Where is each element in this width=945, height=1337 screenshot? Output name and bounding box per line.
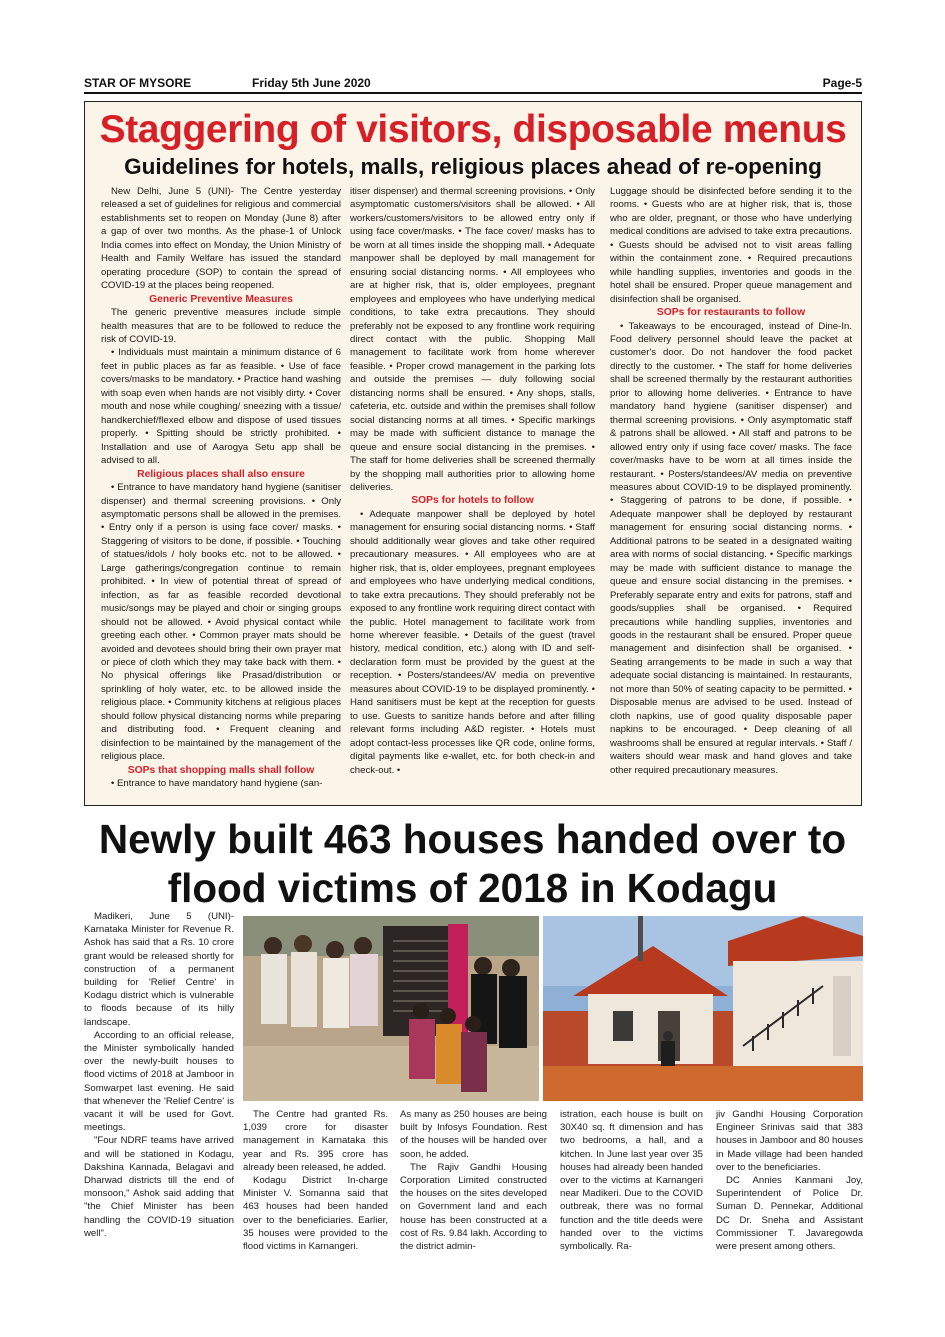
kodagu-article-headline: Newly built 463 houses handed over to flood victims of 2018 in Kodagu [98, 816, 847, 911]
paragraph: istration, each house is built on 30X40 sq. ft dimension and has two bedrooms, a hall, and a kitchen. In June last year over 35 houses had already been handed over to the victims at Karnangeri near Madikeri. Due to the COVID outbreak, there was no formal function and the title deeds were handed over to the victims symbolically. Ra- [560, 1109, 703, 1253]
paragraph: Madikeri, June 5 (UNI)- Karnataka Minister for Revenue R. Ashok has said that a Rs. 10 crore grant would be released shortly for construction of a permanent building for 'Relief Centre' in Kodagu district which is vulnerable to floods because of its hilly landscape. [84, 911, 234, 1028]
paragraph: • Takeaways to be encouraged, instead of Dine-In. Food delivery personnel should leave the packet at customer's door. Do not handover the food packet directly to the customer. • The staff for home deliveries shall be screened thermally by the restaurant authorities prior to allowing home deliveries. • Entrance to have mandatory hand hygiene (sanitiser dispenser) and thermal screening provisions. • Only asymptomatic staff & patrons shall be allowed. • All staff and patrons to be allowed entry only if using face cover/ masks. The face cover/masks have to be worn at all times inside the restaurant. • Posters/standees/AV media on preventive measures about COVID-19 to be displayed prominently. • Staggering of patrons to be done, if possible. • Adequate manpower shall be deployed by restaurant management for ensuring social distancing norms. • Additional patrons to be seated in a designated waiting area with norms of social distancing. • Specific markings may be made with sufficient distance to manage the queue and ensure social distancing in the premises. • Preferably separate entry and exits for patrons, staff and goods/supplies shall be organised. • Required precautions while handling supplies, inventories and goods in the restaurant shall be ensured. Proper queue management and disinfection shall be organised. • Seating arrangements to be made in such a way that adequate social distancing is maintained. In restaurants, not more than 50% of seating capacity to be permitted. • Disposable menus are advised to be used. Instead of cloth napkins, use of good quality disposable paper napkins to be encouraged. • Deep cleaning of all washrooms shall be ensured at regular intervals. • Staff / waiters should wear mask and hand gloves and take other required precautionary measures. [610, 320, 852, 776]
paragraph: The Centre had granted Rs. 1,039 crore for disaster management in Karnataka this year and Rs. 395 crore has already been released, he added. [243, 1109, 388, 1173]
paragraph: Kodagu District In-charge Minister V. Somanna said that 463 houses had been handed over to the beneficiaries. Earlier, 35 houses were provided to the flood victims in Karnangeri. [243, 1175, 388, 1253]
paragraph: The generic preventive measures include simple health measures that are to be followed to reduce the risk of COVID-19. [101, 307, 341, 346]
kodagu-column-4 [560, 1108, 703, 1253]
ceremony-photo [243, 916, 539, 1101]
page-number: Page-5 [822, 76, 862, 90]
paragraph: itiser dispenser) and thermal screening provisions. • Only asymptomatic customers/visitors shall be allowed. • All workers/customers/visitors to be allowed entry only if using face cover/masks. • The face cover/ masks has to be worn at all times inside the shopping mall. • Adequate manpower shall be deployed by mall management for ensuring social distancing norms. • All employees who are at higher risk, that is, older employees, pregnant employees and employees who have underlying medical conditions, to take extra precautions. They should preferably not be exposed to any frontline work requiring direct contact with the public. Shopping Mall management to facilitate work from home wherever feasible. • Proper crowd management in the parking lots and outside the premises — duly following social distancing norms shall be ensured. • Any shops, stalls, cafeteria, etc. outside and within the premises shall follow social distancing norms at all times. • Specific markings may be made with sufficient distance to manage the queue and ensure social distancing in the premises. • The staff for home deliveries shall be screened thermally by the shopping mall authorities prior to allowing home deliveries. [350, 186, 595, 493]
article-column-1 [101, 185, 341, 791]
paragraph: Luggage should be disinfected before sending it to the rooms. • Guests who are at higher risk, that is, those who are older, pregnant, or those who have underlying medical conditions are advised to take extra precautions. • Guests should be advised not to visit areas falling within the containment zone. • Required precautions while handling supplies, inventories and goods in the hotel shall be ensured. Proper queue management and disinfection shall be organised. [610, 186, 852, 305]
kodagu-column-2 [243, 1108, 388, 1253]
paragraph: "Four NDRF teams have arrived and will be stationed in Kodagu, Dakshina Kannada, Belagavi and Dharwad districts till the end of monsoon," Ashok said adding that "the Chief Minister has been handling the COVID-19 situation well". [84, 1135, 234, 1239]
section-heading: SOPs for restaurants to follow [656, 307, 806, 319]
article-column-3 [610, 185, 852, 777]
paragraph: • Adequate manpower shall be deployed by hotel management for ensuring social distancing norms. • Staff should additionally wear gloves and take other required precautionary measures. • All employees who are at higher risk, that is, older employees, pregnant employees and employees who have underlying medical conditions, to take extra precautions. They should preferably not be exposed to any frontline work requiring direct contact with the public. Hotel management to facilitate work from home wherever feasible. • Details of the guest (travel history, medical condition, etc.) along with ID and self-declaration form must be provided by the guest at the reception. • Posters/standees/AV media on preventive measures about COVID-19 to be displayed prominently. • Hand sanitisers must be kept at the reception for guests to use. Guests to sanitize hands before and after filling relevant forms including A&D register. • Hotels must adopt contact-less processes like QR code, online forms, digital payments like e-wallet, etc. for both check-in and check-out. • [350, 508, 595, 776]
masthead-rule [84, 92, 862, 94]
paragraph: As many as 250 houses are being built by Infosys Foundation. Rest of the houses will be handed over soon, he added. [400, 1109, 547, 1160]
houses-photo [543, 916, 863, 1101]
masthead [84, 76, 862, 92]
section-heading: Generic Preventive Measures [149, 293, 293, 305]
ceremony-photo-illustration [243, 916, 539, 1101]
paragraph: jiv Gandhi Housing Corporation Engineer Srinivas said that 383 houses in Jamboor and 80 houses in Made village had been handed over to the beneficiaries. [716, 1109, 863, 1173]
kodagu-column-3 [400, 1108, 547, 1253]
kodagu-column-5 [716, 1108, 863, 1253]
kodagu-column-1 [84, 910, 234, 1240]
paragraph: The Rajiv Gandhi Housing Corporation Limited constructed the houses on the sites developed on Government land and each house has been constructed at a cost of Rs. 9.84 lakh. According to the district admin- [400, 1161, 547, 1253]
houses-photo-illustration [543, 916, 863, 1101]
paragraph: • Entrance to have mandatory hand hygiene (san- [111, 778, 323, 790]
paragraph: According to an official release, the Minister symbolically handed over the newly-built houses to flood victims of 2018 at Jamboor in Somwarpet last evening. He said that whenever the 'Relief Centre' is vacant it will be used for Govt. meetings. [84, 1029, 234, 1134]
article-headline: Staggering of visitors, disposable menus [99, 108, 847, 151]
section-heading: Religious places shall also ensure [137, 468, 305, 480]
paragraph: New Delhi, June 5 (UNI)- The Centre yesterday released a set of guidelines for religious and commercial establishments set to reopen on Monday (June 8) after a gap of over two months. As the phase-1 of Unlock India comes into effect on Monday, the Union Ministry of Health and Family Welfare has issued the standard operating procedure (SOP) to contain the spread of COVID-19 at the places being reopened. [101, 186, 341, 292]
section-heading: SOPs for hotels to follow [411, 495, 534, 507]
section-heading: SOPs that shopping malls shall follow [127, 764, 315, 776]
publication-name: STAR OF MYSORE [84, 76, 192, 90]
paragraph: • Entrance to have mandatory hand hygiene (sanitiser dispenser) and thermal screening provisions. • Only asymptomatic persons shall be allowed in the premises. • Entry only if a person is using face cover/ masks. • Staggering of visitors to be done, if possible. • Touching of statues/idols / holy books etc. not to be allowed. • Large gatherings/congregation continue to remain prohibited. • In view of potential threat of spread of infection, as far as feasible recorded devotional music/songs may be played and choir or singing groups should not be allowed. • Avoid physical contact while greeting each other. • Common prayer mats should be avoided and devotees should bring their own prayer mat or piece of cloth which they may take back with them. • No physical offerings like Prasad/distribution or sprinkling of holy water, etc. to be allowed inside the religious place. • Community kitchens at religious places should follow physical distancing norms while preparing and distributing food. • Frequent cleaning and disinfection to be maintained by the management of the religious place. [101, 482, 341, 763]
issue-date: Friday 5th June 2020 [252, 76, 371, 90]
guidelines-article-box [84, 101, 862, 806]
article-subheadline: Guidelines for hotels, malls, religious places ahead of re-opening [124, 154, 822, 179]
article-column-2 [350, 185, 595, 777]
paragraph: DC Annies Kanmani Joy, Superintendent of Police Dr. Suman D. Pennekar, Additional DC Dr. Sneha and Assistant Commissioner T. Javaregowda were present among others. [716, 1175, 863, 1253]
paragraph: • Individuals must maintain a minimum distance of 6 feet in public places as far as feasible. • Use of face covers/masks to be mandatory. • Practice hand washing with soap even when hands are not visibly dirty. • Cover mouth and nose while coughing/ sneezing with a tissue/ handkerchief/flexed elbow and dispose of used tissues properly. • Spitting should be strictly prohibited. • Installation and use of Aarogya Setu app shall be advised to all. [101, 347, 341, 467]
